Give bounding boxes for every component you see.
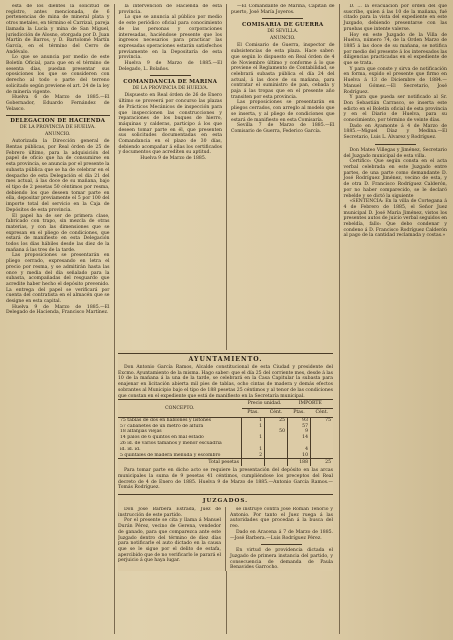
paragraph: Dispuesto en Real órden de 26 de Enero último se proveerá por concurso las plazas de Prácticos Mecánicos de inspección para que inspeccionen las construcciones y reparaciones de los buques de hierro, máquinas y calderas, participo á los que deseen tomar parte en él, que presenten sus solicitudes documentadas en esta Comandancia en el plazo de 30 días, debiendo acompañar á ellas los certificados y documentos que acrediten su aptitud. (118, 93, 222, 156)
column-header: CONCEPTO. (118, 400, 242, 418)
row-precio-centimos: 25 (265, 417, 288, 423)
divider (261, 544, 302, 545)
divider (150, 75, 191, 76)
row-concepto: 18 alfanjías viejas (120, 429, 162, 435)
row-precio-centimos: 50 (265, 429, 288, 435)
paragraph: «SENTENCIA: En la villa de Cortegana á 4 de Febrero de 1885, el Señor Juez municipal D. José María Jiménez, vistos los presentes autos de juicio verbal seguidos en rebeldía, fallo: Que debo condenar y condeno á D. Francisco Rodríguez Calderón al pago de la cantidad reclamada y costas.» (343, 199, 447, 239)
section-heading: DELEGACION DE HACIENDA (10, 118, 106, 125)
divider (118, 494, 333, 495)
column-4 (339, 4, 448, 634)
column-header: Precio unidad. (242, 400, 288, 409)
section-heading: AYUNTAMIENTO. (188, 356, 263, 363)
section-heading: COMANDANCIA DE MARINA (123, 79, 218, 86)
paragraph: D. ... la evacuación por órden del que suscribe, quien á las 10 de la mañana, fué citado para la vista del expediente en este Juzgado, debiendo presentarse con las pruebas que intente valerse. (343, 4, 447, 32)
signature: Sevilla 7 de Marzo de 1885.—El Comisario de Guerra, Federico García. (231, 123, 335, 134)
table-total-row (118, 459, 333, 466)
signature: Huelva 9 de Marzo de 1885.—El Delegado de Hacienda, Francisco Martínez. (6, 304, 110, 316)
row-concepto: 26 id. de varios tamaños y menor escuadría (120, 441, 222, 446)
row-precio-pesetas: 1 (242, 417, 265, 423)
paragraph: Don Antonio García Ramos, Alcalde constitucional de esta Ciudad y presidente del Excmo. Ayuntamiento de la misma. Hago saber: que el día 25 del corriente mes, desde á las 10 de la mañana á la una de la tarde, se celebrará en la Casa Capitular la subasta para enajenar en licitación abierta mil pies de tablas, ocho cintas de madera y demás efectos sobrantes al Municipio bajo el tipo de 188 pesetas 25 céntimos y al tenor de las condiciones que constan en el expediente que está de manifiesto en la Secretaría municipal. (118, 365, 333, 399)
paragraph: Lo que se anuncia al público por medio de este periódico oficial para conocimiento de las personas y corporaciones interesadas, haciéndose presente que los ingresos necesarios para practicar las expresadas operaciones estarán satisfechos previamente en la Depositaría de esta provincia. (118, 15, 222, 61)
row-importe-pesetas: 57 (288, 424, 311, 430)
paragraph: Don José Barbera Estrada, Juez de instrucción de este partido. (118, 507, 221, 518)
row-importe-pesetas: 4 (288, 447, 311, 453)
column-subheader: Cént. (265, 409, 288, 418)
ayuntamiento-section (118, 350, 333, 571)
divider (118, 353, 333, 354)
paragraph: Certifico: Que según consta en el acta verbal celebrada en este Juzgado entre partes, de una parte como demandante D. José Rodríguez Jiménez, vecino de esta, y de otra D. Francisco Rodríguez Calderón, por no haber comparecido, se le declaró rebelde y se dictó la siguiente (343, 159, 447, 199)
row-importe-pesetas: 93 (288, 417, 311, 423)
column-subheader: Ptas. (242, 409, 265, 418)
signature: Dado en Aracena á 7 de Marzo de 1885.—José Barbera.—Luis Rodríguez Pérez. (230, 529, 333, 541)
signature: Huelva 6 de Marzo de 1885.—El Gobernador, Eduardo Fernández de Velasco. (6, 95, 110, 112)
divider (375, 144, 416, 145)
paragraph: la intervención de Hacienda de esta provincia. (118, 4, 222, 15)
row-precio-pesetas: 1 (242, 424, 265, 430)
paragraph: El papel ha de ser de primera clase, fabricado con trapo, sin mezcla de otras materias, y con las dimensiones que se expresan en el pliego de condiciones, que estará de manifiesto en esta Delegación todos los días hábiles desde las diez de la mañana á las tres de la tarde. (6, 213, 110, 253)
juzgados-columns (118, 507, 333, 571)
paragraph: En virtud de providencia dictada el Juzgado de primera instancia del partido, y consecuencia de demanda de Paula Benavides Garrocho. (230, 548, 333, 571)
paragraph: El Comisario de Guerra, inspector de subsistencias de esta plaza. Hace saber: que según lo dispuesto en Real órden de 4 de Noviembre último y conforme á lo que previene el Reglamento de Contabilidad, se celebrará subasta pública el día 24 del actual, á las doce de su mañana, para contratar el suministro de pan, cebada y paja á las tropas que en el presente año transiten por esta provincia. (231, 43, 335, 100)
total-pesetas: 188 (288, 459, 311, 466)
divider (6, 115, 110, 116)
total-label: Total pesetas (118, 459, 242, 466)
row-concepto: id. id. id. (120, 446, 141, 452)
column-subheader: Ptas. (288, 409, 311, 418)
row-precio-pesetas: 1 (242, 447, 265, 453)
section-label: ANUNCIO. (269, 36, 296, 42)
row-concepto: 14 palos de 6 quintos en mal estado (120, 435, 204, 441)
paragraph: Hoy en este Juzgado de la Villa de Huelva, número 74, de la Orden Marzo de 1885 á las doce de su mañana, se notifica por medio del presente á los interesados las diligencias practicadas en el expediente de que se trata. (343, 32, 447, 67)
paragraph: Por el presente se cita y llama á Manuel Durán Pérez, vecino de Gerena, vendedor de ganado, para que comparezca ante este Juzgado dentro del término de diez días para notificarle el auto dictado en la causa que se le sigue por el delito de estafa, apercibido que de no verificarlo le parará el perjuicio á que haya lugar. (118, 518, 221, 564)
column-header: IMPORTE (288, 400, 334, 409)
divider (262, 18, 303, 19)
section-subheading: DE SEVILLA. (267, 29, 299, 35)
row-precio-pesetas: 1 (242, 435, 265, 441)
paragraph: Las proposiciones se presentarán en pliegos cerrados, con arreglo al modelo que se inserta, y al pliego de condiciones que estará de manifiesto en esta Comisaría. (231, 100, 335, 123)
paragraph: Autorizada la Dirección general de Rentas públicas, por Real órden de 25 de Febrero último, para la adquisición del papel de oficio que ha de consumirse en esta provincia, se anuncia por el presente la subasta pública que se ha de celebrar en el despacho de esta Delegación el día 21 del mes actual, á las doce de su mañana, bajo el tipo de 2 pesetas 50 céntimos por resma, debiendo los que deseen tomar parte en ella, depositar previamente el 5 por 100 del importe total del servicio en la Caja de Depósitos de esta provincia. (6, 139, 110, 213)
row-importe-pesetas: 14 (288, 435, 311, 441)
paragraph: esta de los dientes la solicitud de registro, antes mencionada, de 6 pertenencias de mina de mineral plata y otros metales, en término el Carrizal, pareja llamada la Lucía y mina de San Miguel, jurisdicción de Alosno, otorgada por D. Juan Martín de Barros, y D. Bartolomé Martín García, en el término del Cerro de Andévalo. (6, 4, 110, 55)
paragraph: Don Mateo Villegas y Jiménez, Secretario del Juzgado municipal de esta villa. (343, 147, 447, 159)
paragraph: Y para que conste y sirva de notificación en forma, expido el presente que firmo en Huelva á 13 de Diciembre de 1884.—Manuel Gómez.—El Secretario, José Rodríguez. (343, 66, 447, 95)
paragraph: Para tomar parte en dicho acto se requiere la presentación del depósito en las arcas municipales la suma de 9 pesetas 41 céntimos, cumpliéndose los preceptos del Real decreto de 4 de Enero de 1885. Huelva 9 de Marzo de 1885.—Antonio García Ramos.—Tomás Rodríguez. (118, 468, 333, 491)
paragraph: Y para que pueda ser notificado al Sr. Don Sebastián Carrasco, se inserta este edicto en el Boletín oficial de esta provincia y en el Diario de Huelva, para su conocimiento, por término de veinte días. (343, 95, 447, 124)
section-subheading: DE LA PROVINCIA DE HUELVA. (19, 125, 96, 131)
paragraph: se instruye contra José Román Tenorio y Antonio. Por tanto el Juez ruega á las autoridades que procedan á la busca del reo. (230, 507, 333, 530)
paragraph: Lo que se anuncia por medio de este Boletín Oficial, para que en el término de sesenta días, puedan presentar sus oposiciones los que se consideren con derecho al todo o parte del terreno solicitado según previene el art. 24 de la ley de minería vigente. (6, 55, 110, 95)
section-label: ANUNCIO. (44, 132, 71, 138)
section-heading: JUZGADOS. (202, 498, 249, 504)
paragraph: Las proposiciones se presentarán en pliego cerrado, expresando en letra el precio por resma, y se admitirán hasta las once y media del día señalado para la subasta, acompañadas del resguardo que acredite haber hecho el depósito prevenido. La entrega del papel se verificará por cuenta del contratista en el almacén que se designe en esta capital. (6, 253, 110, 305)
column-1 (6, 4, 110, 634)
total-centimos: 25 (311, 459, 334, 466)
signature: Huelva 9 de Marzo de 1885.—El Delegado, L. Bolaños. (118, 61, 222, 72)
row-concepto: 57 cabañetes de un metro de altura (120, 423, 204, 429)
row-concepto: 75 tablas de dos en hablones y listones (120, 417, 212, 423)
row-precio-pesetas: 2 (242, 453, 265, 459)
row-importe-centimos: 75 (311, 417, 334, 423)
signature: Huelva 9 de Marzo de 1885. (140, 156, 207, 162)
row-importe-pesetas: 10 (288, 453, 311, 459)
signature: Dado en Ayamonte á 4 de Marzo de 1885.—Miguel Díaz y Medina.—El Secretario, Luis L. Álvarez y Rodríguez. (343, 123, 447, 141)
juzgados-column-2 (225, 507, 333, 571)
items-table (118, 399, 333, 466)
row-importe-pesetas: 9 (288, 429, 311, 435)
section-subheading: DE LA PROVINCIA DE HUELVA. (132, 86, 209, 92)
signature: —El Comandante de Marina, Capitán de puerto, José María Joyeros. (231, 4, 335, 15)
section-heading: COMISARIA DE GUERRA (241, 22, 324, 29)
juzgados-column-1 (118, 507, 221, 571)
column-subheader: Cént. (311, 409, 334, 418)
row-concepto: 5 quintales de madera menuda y escombro (120, 452, 221, 458)
